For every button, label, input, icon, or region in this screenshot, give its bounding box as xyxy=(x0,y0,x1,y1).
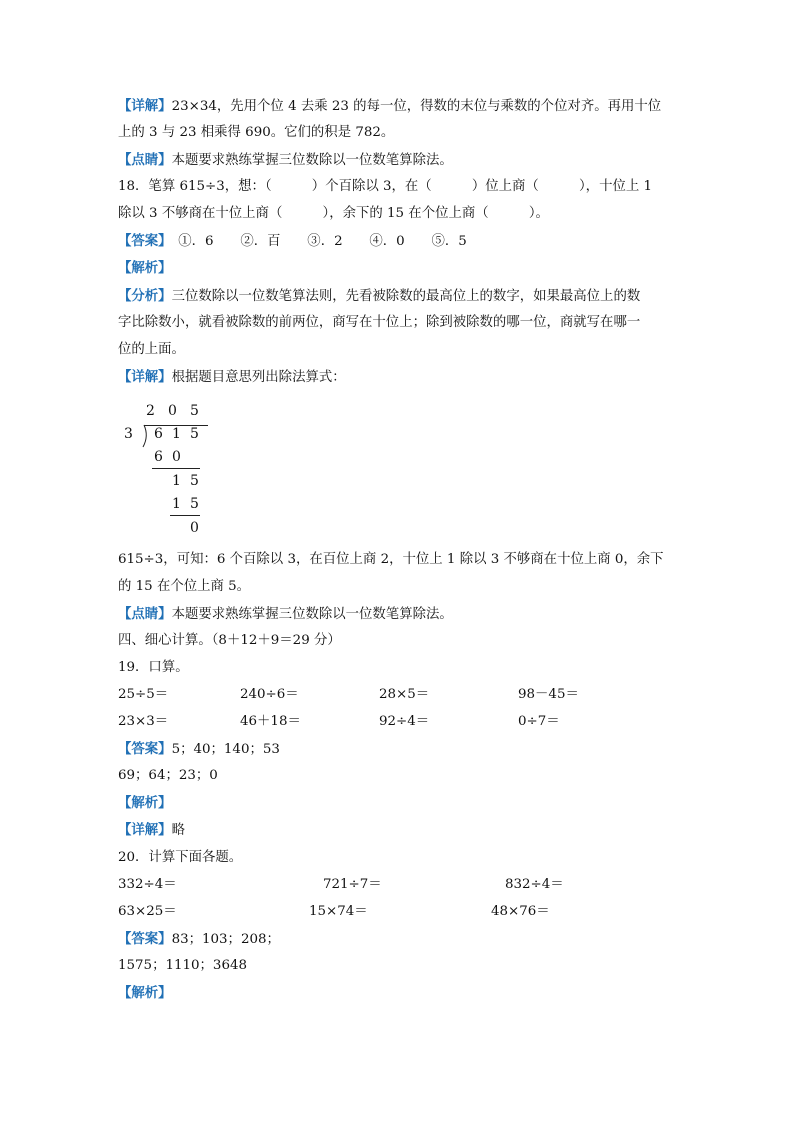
conclusion-line-2: 的 15 在个位上商 5。 xyxy=(118,579,251,594)
analysis-detail-tag: 【分析】 xyxy=(118,288,172,304)
step-digit: 5 xyxy=(190,473,199,489)
oral-calc-row-1 xyxy=(118,685,678,705)
analysis-line xyxy=(118,258,172,279)
analysis-tag: 【解析】 xyxy=(118,260,172,276)
key-point-tag: 【点睛】 xyxy=(118,152,172,168)
detail-tag: 【详解】 xyxy=(118,98,172,114)
key-point-tag-2: 【点睛】 xyxy=(118,606,172,622)
oral-calc-item: 25÷5＝ xyxy=(118,687,169,702)
oral-calc-item: 98－45＝ xyxy=(518,687,579,702)
calc-item: 15×74＝ xyxy=(309,904,368,919)
oral-calc-item: 46＋18＝ xyxy=(240,714,301,729)
analysis-tag-19: 【解析】 xyxy=(118,795,172,811)
line-detail-1 xyxy=(118,96,661,117)
answer-tag-19: 【答案】 xyxy=(118,741,172,757)
key-point-text: 本题要求熟练掌握三位数除以一位数笔算除法。 xyxy=(171,153,453,168)
step-line xyxy=(170,515,200,516)
analysis-line-19 xyxy=(118,793,172,814)
dividend-digit: 6 xyxy=(154,426,163,442)
calc-item: 63×25＝ xyxy=(118,904,177,919)
step-digit: 5 xyxy=(190,496,199,512)
calc-item: 721÷7＝ xyxy=(323,877,382,892)
detail-text-19: 略 xyxy=(171,823,185,838)
answer-line xyxy=(118,231,467,252)
calc-row-2 xyxy=(118,902,678,922)
question-19-title: 19．口算。 xyxy=(118,660,189,675)
answer-text-19: 5；40；140；53 xyxy=(171,742,280,757)
analysis-tag-20: 【解析】 xyxy=(118,985,172,1001)
quotient-digit: 5 xyxy=(190,403,199,419)
oral-calc-item: 0÷7＝ xyxy=(518,714,560,729)
analysis-detail-2: 字比除数小，就看被除数的前两位，商写在十位上；除到被除数的哪一位，商就写在哪一 xyxy=(118,315,641,330)
oral-calc-item: 240÷6＝ xyxy=(240,687,299,702)
dividend-digit: 5 xyxy=(190,426,199,442)
calc-item: 332÷4＝ xyxy=(118,877,177,892)
detail-tag-19: 【详解】 xyxy=(118,822,172,838)
detail-line-19 xyxy=(118,820,185,841)
calc-item: 48×76＝ xyxy=(491,904,550,919)
line-key-point xyxy=(118,150,453,171)
oral-calc-item: 92÷4＝ xyxy=(379,714,430,729)
line-detail-2: 上的 3 与 23 相乘得 690。它们的积是 782。 xyxy=(118,125,395,140)
detail-line xyxy=(118,367,346,388)
conclusion-line-1: 615÷3，可知：6 个百除以 3，在百位上商 2，十位上 1 除以 3 不够商在十位上商 0，余下 xyxy=(118,552,664,567)
divisor: 3 xyxy=(124,426,133,442)
step-line xyxy=(152,468,200,469)
detail-text-2: 根据题目意思列出除法算式： xyxy=(171,370,346,385)
dividend-digit: 1 xyxy=(172,426,181,442)
analysis-detail-1 xyxy=(118,286,640,307)
oral-calc-row-2 xyxy=(118,712,678,732)
quotient-digit: 0 xyxy=(168,403,177,419)
oral-calc-item: 28×5＝ xyxy=(379,687,430,702)
step-digit: 6 xyxy=(154,449,163,465)
answer-text: ①．6 ②．百 ③．2 ④．0 ⑤．5 xyxy=(164,234,467,249)
question-20-title: 20．计算下面各题。 xyxy=(118,850,243,865)
answer-tag: 【答案】 xyxy=(118,233,165,249)
step-digit: 0 xyxy=(172,449,181,465)
analysis-detail-3: 位的上面。 xyxy=(118,342,185,357)
step-digit: 1 xyxy=(172,496,181,512)
detail-text: 23×34，先用个位 4 去乘 23 的每一位，得数的末位与乘数的个位对齐。再用十位 xyxy=(171,99,662,114)
answer-line-19-cont: 69；64；23；0 xyxy=(118,768,218,783)
analysis-detail-text: 三位数除以一位数笔算法则，先看被除数的最高位上的数字，如果最高位上的数 xyxy=(171,289,641,304)
answer-line-20 xyxy=(118,929,280,950)
analysis-line-20 xyxy=(118,983,172,1004)
remainder: 0 xyxy=(190,520,199,536)
answer-text-20: 83；103；208； xyxy=(171,932,280,947)
calc-item: 832÷4＝ xyxy=(505,877,564,892)
question-18-line-1: 18．笔算 615÷3，想：（ ）个百除以 3，在（ ）位上商（ ），十位上 1 xyxy=(118,179,653,194)
detail-tag-2: 【详解】 xyxy=(118,369,172,385)
answer-line-20-cont: 1575；1110；3648 xyxy=(118,958,248,973)
key-point-line-2 xyxy=(118,604,453,625)
division-bracket xyxy=(138,424,150,448)
question-18-line-2: 除以 3 不够商在十位上商（ ），余下的 15 在个位上商（ ）。 xyxy=(118,206,549,221)
oral-calc-item: 23×3＝ xyxy=(118,714,169,729)
answer-line-19 xyxy=(118,739,280,760)
step-digit: 1 xyxy=(172,473,181,489)
answer-tag-20: 【答案】 xyxy=(118,931,172,947)
quotient-digit: 2 xyxy=(146,403,155,419)
calc-row-1 xyxy=(118,875,678,895)
key-point-text-2: 本题要求熟练掌握三位数除以一位数笔算除法。 xyxy=(171,607,453,622)
section-heading: 四、细心计算。（8＋12＋9＝29 分） xyxy=(118,633,341,648)
